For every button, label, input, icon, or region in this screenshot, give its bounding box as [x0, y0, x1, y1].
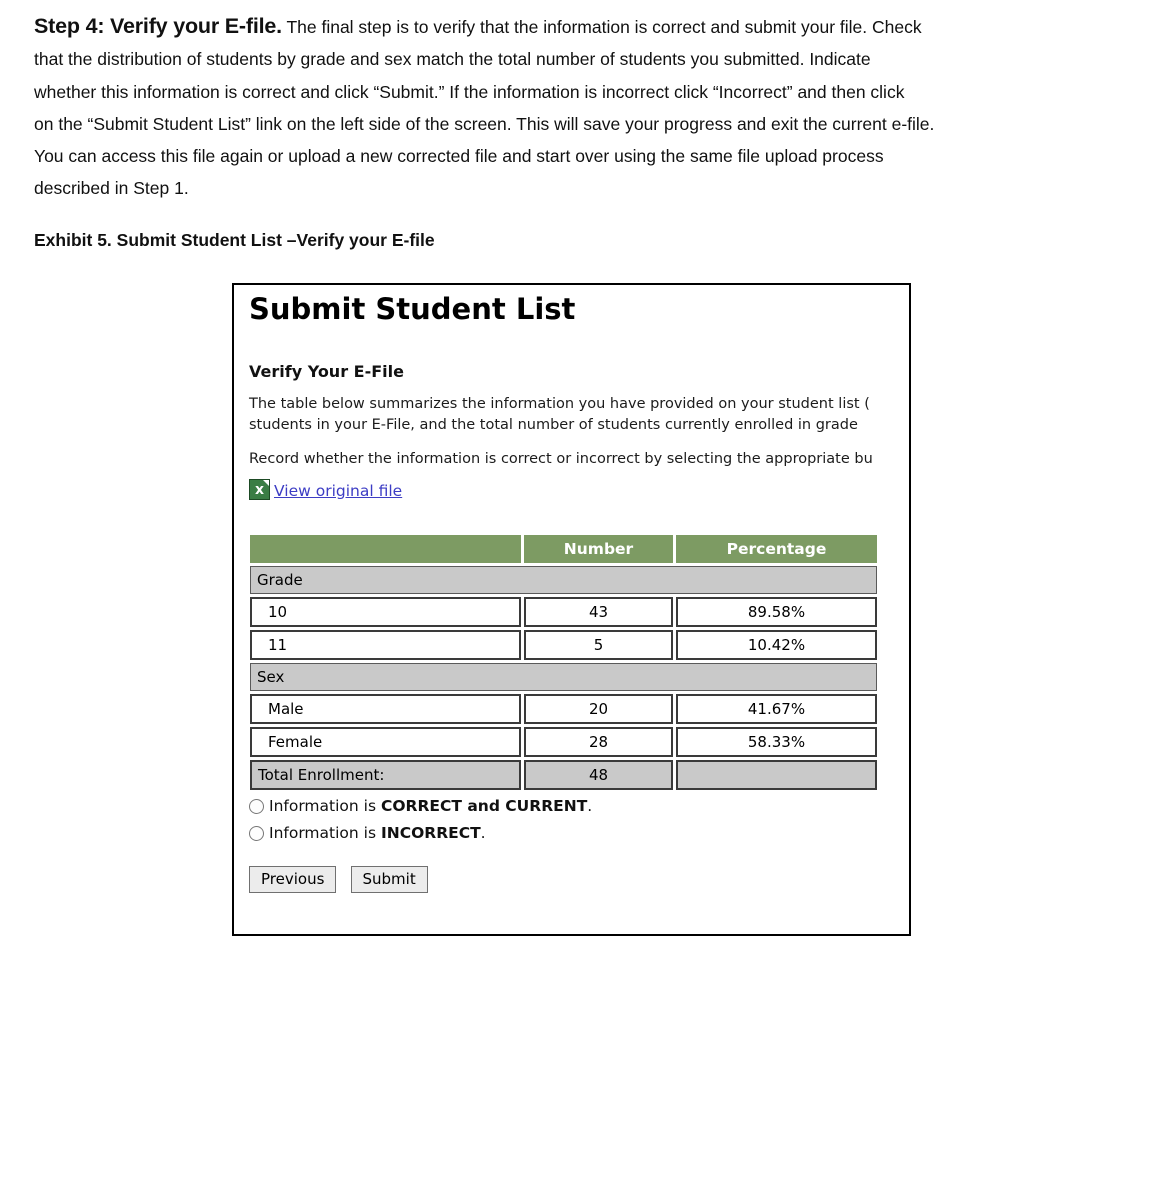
submit-button[interactable]: Submit [351, 866, 428, 893]
step4-intro-paragraph [34, 10, 1150, 205]
exhibit-screenshot [232, 283, 911, 936]
view-original-file-link[interactable] [249, 479, 402, 500]
table-row: 10 43 89.58% [250, 597, 877, 627]
intro-line: on the “Submit Student List” link on the left side of the screen. This will save your progress and exit the current e-file. [34, 113, 935, 134]
radio-button-incorrect[interactable] [249, 826, 264, 841]
number-header-cell: Number [524, 535, 673, 563]
table-row: Female 28 58.33% [250, 727, 877, 757]
radio-label-correct: Information is CORRECT and CURRENT. [269, 797, 593, 815]
intro-line: that the distribution of students by grade and sex match the total number of students you submitted. Indicate [34, 49, 871, 70]
verify-efile-heading: Verify Your E-File [249, 362, 404, 381]
percentage-header-cell: Percentage [676, 535, 877, 563]
summary-paragraph: The table below summarizes the information you have provided on your student list ( students in your E-File, and the total number of students currently enrolled in grade [249, 396, 870, 433]
step4-heading: Step 4: Verify your E-file. [34, 14, 282, 38]
radio-button-correct[interactable] [249, 799, 264, 814]
enrollment-summary-table [247, 532, 880, 793]
sex-section-row: Sex [250, 663, 877, 691]
blank-header-cell [250, 535, 521, 563]
record-paragraph: Record whether the information is correct or incorrect by selecting the appropriate bu [249, 451, 873, 467]
radio-option-incorrect [249, 824, 486, 842]
excel-file-icon[interactable]: x [249, 479, 270, 500]
button-row [249, 866, 437, 893]
radio-label-incorrect: Information is INCORRECT. [269, 824, 486, 842]
intro-line: described in Step 1. [34, 178, 189, 199]
exhibit-caption: Exhibit 5. Submit Student List –Verify your E-file [34, 230, 435, 250]
intro-line: You can access this file again or upload a new corrected file and start over using the same file upload process [34, 146, 884, 167]
intro-line: whether this information is correct and click “Submit.” If the information is incorrect click “Incorrect” and then click [34, 81, 905, 102]
grade-section-row: Grade [250, 566, 877, 594]
radio-option-correct [249, 797, 592, 815]
table-row: Male 20 41.67% [250, 694, 877, 724]
page-title: Submit Student List [249, 292, 576, 326]
table-row: 11 5 10.42% [250, 630, 877, 660]
total-enrollment-row: Total Enrollment: 48 [250, 760, 877, 790]
previous-button[interactable]: Previous [249, 866, 336, 893]
intro-line: Step 4: Verify your E-file. The final step is to verify that the information is correct and submit your file. Check [34, 14, 922, 38]
view-original-file-label[interactable]: View original file [274, 482, 403, 500]
table-header-row [250, 535, 877, 563]
